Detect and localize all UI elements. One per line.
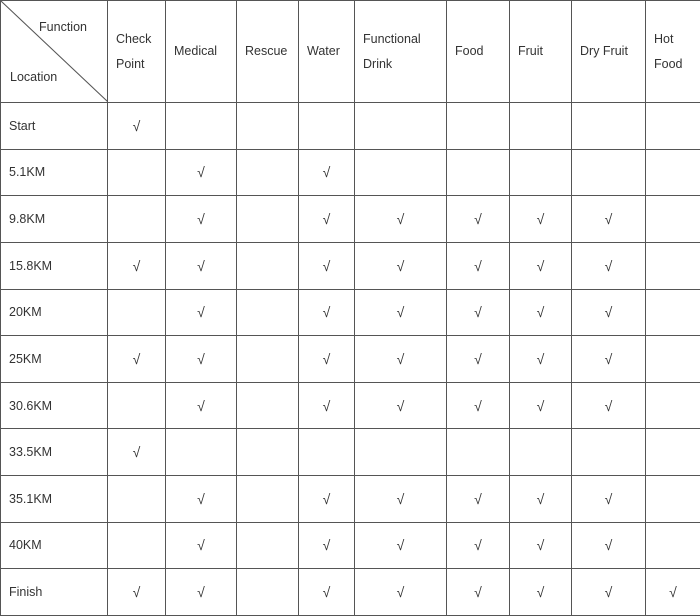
check-mark-icon: √ — [604, 490, 613, 507]
col-header-label: Dry Fruit — [580, 44, 628, 58]
function-cell — [646, 242, 700, 289]
table-row — [1, 522, 700, 569]
check-mark-icon: √ — [536, 490, 545, 507]
function-cell — [166, 382, 237, 429]
check-mark-icon: √ — [536, 350, 545, 367]
check-mark-icon: √ — [322, 257, 331, 274]
function-cell — [572, 382, 646, 429]
function-cell — [646, 382, 700, 429]
check-mark-icon: √ — [669, 584, 677, 601]
table-row — [1, 242, 700, 289]
function-cell — [108, 382, 166, 429]
function-cell — [646, 429, 700, 476]
check-mark-icon: √ — [474, 257, 482, 274]
function-cell — [510, 476, 572, 523]
table-row — [1, 336, 700, 383]
location-axis-label: Location — [10, 70, 58, 84]
check-mark-icon: √ — [197, 350, 205, 367]
check-mark-icon: √ — [197, 211, 205, 228]
check-mark-icon: √ — [197, 257, 205, 274]
function-cell — [166, 149, 237, 196]
table-body — [1, 103, 700, 616]
table-row — [1, 289, 700, 336]
function-cell — [355, 103, 447, 150]
function-cell — [447, 569, 510, 616]
function-cell — [510, 336, 572, 383]
function-cell — [237, 429, 299, 476]
function-cell — [108, 336, 166, 383]
function-cell — [166, 196, 237, 243]
function-cell — [299, 103, 355, 150]
function-cell — [646, 149, 700, 196]
check-mark-icon: √ — [322, 304, 331, 321]
check-mark-icon: √ — [322, 537, 331, 554]
function-cell — [299, 382, 355, 429]
check-mark-icon: √ — [322, 397, 331, 414]
table-row — [1, 149, 700, 196]
col-header-label: Hot Food — [654, 31, 683, 71]
function-cell — [447, 336, 510, 383]
col-header-label: Medical — [174, 44, 218, 58]
function-cell — [447, 476, 510, 523]
corner-header-cell — [1, 1, 108, 103]
function-cell — [646, 476, 700, 523]
check-mark-icon: √ — [197, 490, 205, 507]
check-mark-icon: √ — [604, 257, 613, 274]
function-cell — [646, 522, 700, 569]
function-cell — [447, 382, 510, 429]
function-cell — [572, 429, 646, 476]
check-mark-icon: √ — [132, 117, 141, 134]
function-cell — [510, 242, 572, 289]
function-axis-label: Function — [39, 20, 87, 34]
function-cell — [510, 289, 572, 336]
function-cell — [447, 103, 510, 150]
function-cell — [355, 382, 447, 429]
function-cell — [237, 336, 299, 383]
function-cell — [646, 196, 700, 243]
function-cell — [572, 476, 646, 523]
location-cell: 25KM — [1, 336, 108, 383]
check-mark-icon: √ — [604, 584, 613, 601]
function-cell — [108, 103, 166, 150]
check-mark-icon: √ — [396, 257, 405, 274]
check-mark-icon: √ — [536, 397, 545, 414]
table-row — [1, 382, 700, 429]
function-cell — [166, 569, 237, 616]
function-cell — [572, 289, 646, 336]
function-cell — [447, 196, 510, 243]
check-mark-icon: √ — [536, 584, 545, 601]
function-cell — [108, 522, 166, 569]
check-mark-icon: √ — [536, 537, 545, 554]
function-cell — [447, 149, 510, 196]
function-cell — [355, 149, 447, 196]
function-cell — [355, 569, 447, 616]
function-cell — [447, 242, 510, 289]
col-header-functional-drink — [355, 1, 447, 103]
function-cell — [447, 289, 510, 336]
function-cell — [108, 149, 166, 196]
function-cell — [108, 569, 166, 616]
function-cell — [447, 429, 510, 476]
function-cell — [166, 289, 237, 336]
function-cell — [108, 242, 166, 289]
location-cell: 30.6KM — [1, 382, 108, 429]
location-cell: 15.8KM — [1, 242, 108, 289]
function-cell — [355, 289, 447, 336]
function-cell — [510, 429, 572, 476]
check-mark-icon: √ — [322, 211, 331, 228]
function-cell — [237, 289, 299, 336]
location-cell: Start — [1, 103, 108, 150]
function-cell — [355, 429, 447, 476]
check-mark-icon: √ — [474, 584, 482, 601]
check-mark-icon: √ — [197, 537, 205, 554]
function-cell — [572, 103, 646, 150]
function-cell — [355, 242, 447, 289]
check-mark-icon: √ — [536, 304, 545, 321]
function-cell — [299, 196, 355, 243]
check-mark-icon: √ — [132, 584, 141, 601]
table-row — [1, 569, 700, 616]
location-cell: 33.5KM — [1, 429, 108, 476]
function-cell — [447, 522, 510, 569]
function-cell — [166, 429, 237, 476]
function-cell — [166, 242, 237, 289]
header-row — [1, 1, 700, 103]
check-mark-icon: √ — [474, 304, 482, 321]
function-cell — [355, 196, 447, 243]
function-cell — [510, 103, 572, 150]
function-cell — [355, 476, 447, 523]
function-cell — [646, 103, 700, 150]
check-mark-icon: √ — [197, 584, 205, 601]
function-cell — [237, 382, 299, 429]
table-row — [1, 196, 700, 243]
col-header-food — [447, 1, 510, 103]
col-header-label: Functional Drink — [363, 31, 421, 71]
check-mark-icon: √ — [474, 537, 482, 554]
function-cell — [237, 242, 299, 289]
function-cell — [646, 289, 700, 336]
check-mark-icon: √ — [536, 257, 545, 274]
function-cell — [510, 382, 572, 429]
check-mark-icon: √ — [132, 444, 141, 461]
check-mark-icon: √ — [396, 304, 405, 321]
col-header-label: Rescue — [245, 44, 288, 58]
col-header-medical — [166, 1, 237, 103]
check-mark-icon: √ — [396, 211, 405, 228]
function-cell — [166, 336, 237, 383]
check-mark-icon: √ — [396, 350, 405, 367]
function-cell — [572, 336, 646, 383]
check-mark-icon: √ — [197, 164, 205, 181]
check-mark-icon: √ — [474, 490, 482, 507]
check-mark-icon: √ — [604, 304, 613, 321]
function-cell — [299, 149, 355, 196]
check-mark-icon: √ — [604, 211, 613, 228]
check-mark-icon: √ — [197, 397, 205, 414]
check-mark-icon: √ — [197, 304, 205, 321]
function-cell — [299, 522, 355, 569]
col-header-label: Fruit — [518, 44, 543, 58]
col-header-dry-fruit — [572, 1, 646, 103]
function-cell — [166, 522, 237, 569]
col-header-fruit — [510, 1, 572, 103]
col-header-label: Check Point — [116, 31, 152, 71]
col-header-check-point — [108, 1, 166, 103]
function-cell — [299, 336, 355, 383]
function-cell — [510, 149, 572, 196]
function-cell — [355, 522, 447, 569]
table-row — [1, 476, 700, 523]
function-cell — [237, 103, 299, 150]
function-cell — [237, 149, 299, 196]
table-row — [1, 429, 700, 476]
check-mark-icon: √ — [322, 584, 331, 601]
check-mark-icon: √ — [604, 350, 613, 367]
function-cell — [510, 196, 572, 243]
check-mark-icon: √ — [474, 350, 482, 367]
function-cell — [572, 149, 646, 196]
function-cell — [299, 569, 355, 616]
function-cell — [646, 336, 700, 383]
col-header-label: Water — [307, 44, 340, 58]
function-cell — [237, 569, 299, 616]
function-cell — [572, 242, 646, 289]
function-cell — [572, 569, 646, 616]
function-cell — [237, 196, 299, 243]
check-mark-icon: √ — [604, 537, 613, 554]
location-cell: 9.8KM — [1, 196, 108, 243]
location-cell: 40KM — [1, 522, 108, 569]
check-mark-icon: √ — [396, 537, 405, 554]
location-cell: 20KM — [1, 289, 108, 336]
check-mark-icon: √ — [132, 350, 141, 367]
location-cell: 5.1KM — [1, 149, 108, 196]
check-mark-icon: √ — [322, 490, 331, 507]
function-cell — [572, 522, 646, 569]
corner-diagonal-line — [1, 1, 108, 102]
location-cell: Finish — [1, 569, 108, 616]
function-cell — [510, 522, 572, 569]
function-cell — [299, 476, 355, 523]
check-mark-icon: √ — [132, 257, 141, 274]
function-cell — [510, 569, 572, 616]
check-mark-icon: √ — [604, 397, 613, 414]
check-mark-icon: √ — [474, 397, 482, 414]
function-cell — [166, 476, 237, 523]
check-mark-icon: √ — [536, 211, 545, 228]
function-cell — [108, 476, 166, 523]
check-mark-icon: √ — [396, 584, 405, 601]
check-mark-icon: √ — [474, 211, 482, 228]
function-cell — [299, 289, 355, 336]
check-mark-icon: √ — [396, 397, 405, 414]
function-cell — [299, 242, 355, 289]
location-cell: 35.1KM — [1, 476, 108, 523]
function-cell — [166, 103, 237, 150]
check-mark-icon: √ — [322, 350, 331, 367]
col-header-rescue — [237, 1, 299, 103]
function-cell — [108, 196, 166, 243]
function-cell — [572, 196, 646, 243]
col-header-label: Food — [455, 44, 484, 58]
function-cell — [355, 336, 447, 383]
function-cell — [646, 569, 700, 616]
function-cell — [237, 522, 299, 569]
function-cell — [299, 429, 355, 476]
function-cell — [108, 429, 166, 476]
function-cell — [108, 289, 166, 336]
check-mark-icon: √ — [396, 490, 405, 507]
function-cell — [237, 476, 299, 523]
col-header-hot-food — [646, 1, 700, 103]
check-mark-icon: √ — [322, 164, 331, 181]
table-row — [1, 103, 700, 150]
col-header-water — [299, 1, 355, 103]
